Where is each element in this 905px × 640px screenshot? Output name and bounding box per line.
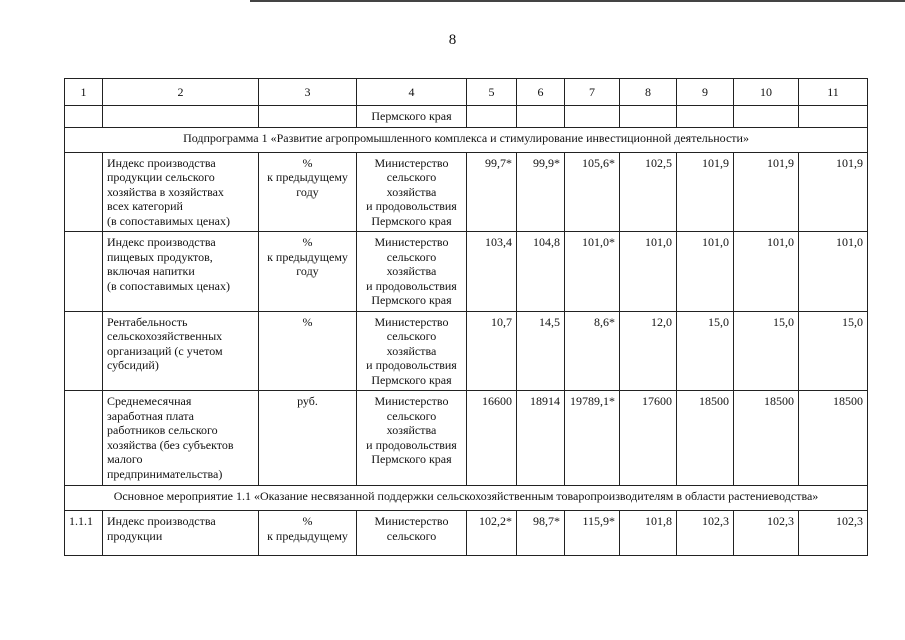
value-cell: 101,0* bbox=[565, 232, 620, 312]
indicator-name: Индекс производства продукции сельского хозяйства в хозяйствах всех категорий (в сопоставимых ценах) bbox=[103, 152, 259, 232]
row-number bbox=[65, 152, 103, 232]
indicator-name: Рентабельность сельскохозяйственных организаций (с учетом субсидий) bbox=[103, 311, 259, 391]
page-number: 8 bbox=[448, 32, 457, 48]
empty-cell bbox=[734, 106, 799, 128]
value-cell: 104,8 bbox=[517, 232, 565, 312]
table-row bbox=[65, 511, 868, 556]
unit-cell: % bbox=[259, 311, 357, 391]
value-cell: 102,3 bbox=[734, 511, 799, 556]
value-cell: 15,0 bbox=[799, 311, 868, 391]
agency-cell: Министерство сельского хозяйства и продовольствия Пермского края bbox=[357, 391, 467, 486]
col-number: 3 bbox=[259, 79, 357, 106]
value-cell: 18500 bbox=[799, 391, 868, 486]
value-cell: 12,0 bbox=[620, 311, 677, 391]
subprogram-row bbox=[65, 127, 868, 152]
indicator-name: Среднемесячная заработная плата работников сельского хозяйства (без субъектов малого предпринимательства) bbox=[103, 391, 259, 486]
column-number-row bbox=[65, 79, 868, 106]
table-row bbox=[65, 311, 868, 391]
empty-cell bbox=[517, 106, 565, 128]
continuation-row bbox=[65, 106, 868, 128]
agency-cell: Министерство сельского хозяйства и продовольствия Пермского края bbox=[357, 232, 467, 312]
col-number: 4 bbox=[357, 79, 467, 106]
value-cell: 18500 bbox=[677, 391, 734, 486]
value-cell: 8,6* bbox=[565, 311, 620, 391]
value-cell: 15,0 bbox=[677, 311, 734, 391]
value-cell: 101,9 bbox=[799, 152, 868, 232]
unit-cell: % к предыдущему году bbox=[259, 152, 357, 232]
empty-cell bbox=[467, 106, 517, 128]
col-number: 6 bbox=[517, 79, 565, 106]
indicators-table bbox=[64, 78, 868, 556]
value-cell: 10,7 bbox=[467, 311, 517, 391]
value-cell: 115,9* bbox=[565, 511, 620, 556]
measure-title: Основное мероприятие 1.1 «Оказание несвязанной поддержки сельскохозяйственным товаропроизводителям в области растениеводства» bbox=[65, 486, 868, 511]
top-rule bbox=[250, 0, 905, 2]
value-cell: 99,9* bbox=[517, 152, 565, 232]
col-number: 8 bbox=[620, 79, 677, 106]
indicator-name: Индекс производства продукции bbox=[103, 511, 259, 556]
col-number: 10 bbox=[734, 79, 799, 106]
col-number: 5 bbox=[467, 79, 517, 106]
value-cell: 101,0 bbox=[677, 232, 734, 312]
col-number: 7 bbox=[565, 79, 620, 106]
unit-cell: руб. bbox=[259, 391, 357, 486]
agency-cell: Пермского края bbox=[357, 106, 467, 128]
agency-cell: Министерство сельского bbox=[357, 511, 467, 556]
value-cell: 103,4 bbox=[467, 232, 517, 312]
unit-cell: % к предыдущему году bbox=[259, 232, 357, 312]
col-number: 1 bbox=[65, 79, 103, 106]
value-cell: 101,0 bbox=[799, 232, 868, 312]
col-number: 11 bbox=[799, 79, 868, 106]
row-number bbox=[65, 232, 103, 312]
empty-cell bbox=[799, 106, 868, 128]
subprogram-title: Подпрограмма 1 «Развитие агропромышленного комплекса и стимулирование инвестиционной деятельности» bbox=[65, 127, 868, 152]
col-number: 9 bbox=[677, 79, 734, 106]
value-cell: 102,5 bbox=[620, 152, 677, 232]
table-row bbox=[65, 232, 868, 312]
value-cell: 19789,1* bbox=[565, 391, 620, 486]
empty-cell bbox=[259, 106, 357, 128]
value-cell: 102,3 bbox=[799, 511, 868, 556]
value-cell: 17600 bbox=[620, 391, 677, 486]
value-cell: 18914 bbox=[517, 391, 565, 486]
value-cell: 101,9 bbox=[734, 152, 799, 232]
value-cell: 101,0 bbox=[620, 232, 677, 312]
indicator-name: Индекс производства пищевых продуктов, включая напитки (в сопоставимых ценах) bbox=[103, 232, 259, 312]
table-row bbox=[65, 391, 868, 486]
value-cell: 102,2* bbox=[467, 511, 517, 556]
row-number bbox=[65, 391, 103, 486]
empty-cell bbox=[677, 106, 734, 128]
unit-cell: % к предыдущему bbox=[259, 511, 357, 556]
empty-cell bbox=[620, 106, 677, 128]
agency-cell: Министерство сельского хозяйства и продовольствия Пермского края bbox=[357, 152, 467, 232]
empty-cell bbox=[65, 106, 103, 128]
agency-cell: Министерство сельского хозяйства и продовольствия Пермского края bbox=[357, 311, 467, 391]
empty-cell bbox=[565, 106, 620, 128]
value-cell: 101,8 bbox=[620, 511, 677, 556]
value-cell: 15,0 bbox=[734, 311, 799, 391]
value-cell: 102,3 bbox=[677, 511, 734, 556]
value-cell: 105,6* bbox=[565, 152, 620, 232]
value-cell: 18500 bbox=[734, 391, 799, 486]
table-row bbox=[65, 152, 868, 232]
row-number: 1.1.1 bbox=[65, 511, 103, 556]
value-cell: 16600 bbox=[467, 391, 517, 486]
value-cell: 101,0 bbox=[734, 232, 799, 312]
value-cell: 98,7* bbox=[517, 511, 565, 556]
row-number bbox=[65, 311, 103, 391]
col-number: 2 bbox=[103, 79, 259, 106]
value-cell: 14,5 bbox=[517, 311, 565, 391]
measure-row bbox=[65, 486, 868, 511]
empty-cell bbox=[103, 106, 259, 128]
value-cell: 99,7* bbox=[467, 152, 517, 232]
value-cell: 101,9 bbox=[677, 152, 734, 232]
